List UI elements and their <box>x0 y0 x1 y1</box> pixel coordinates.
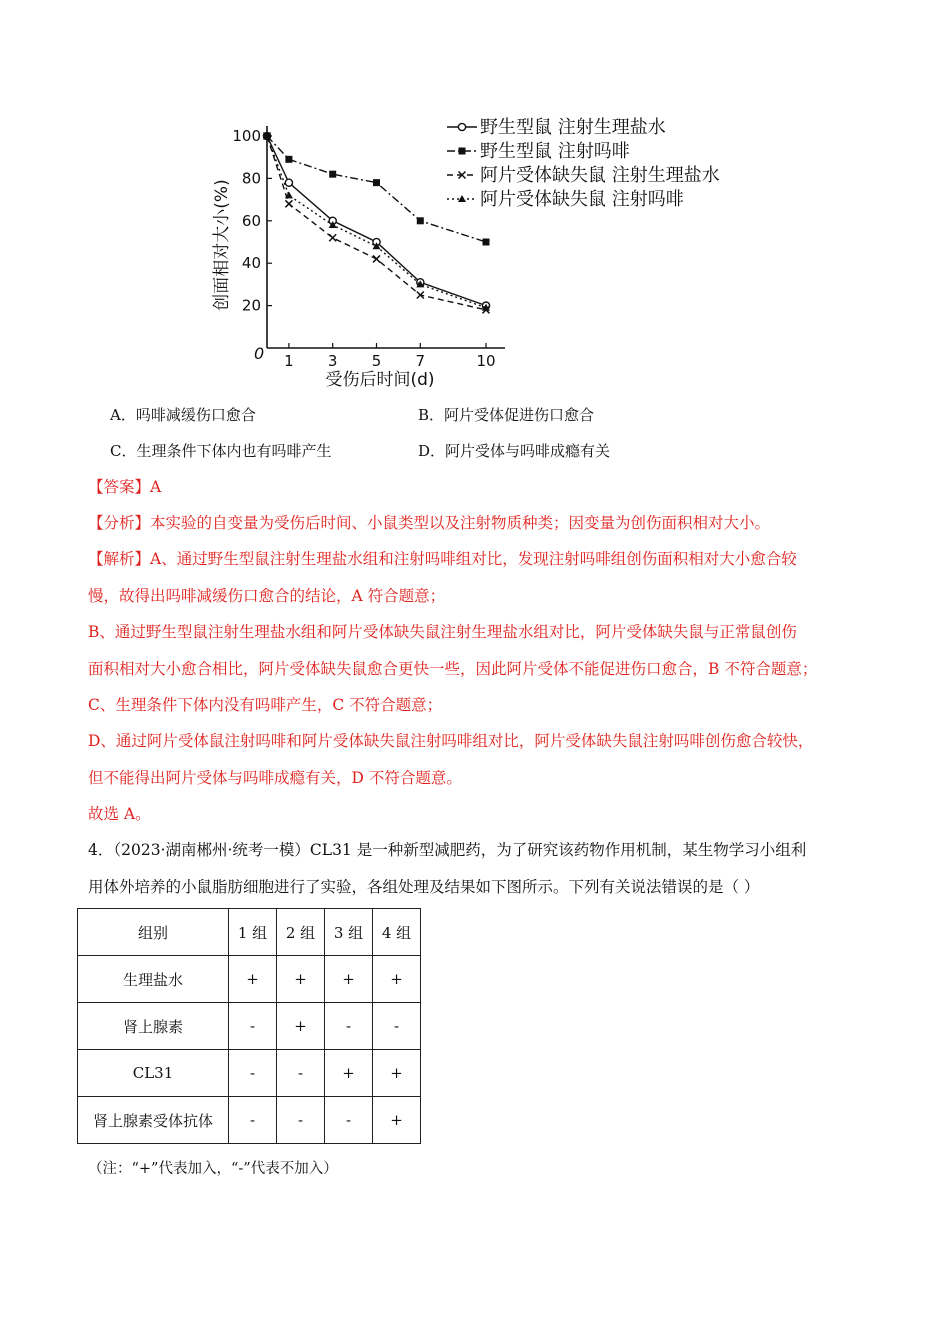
data-point <box>285 179 292 186</box>
y-tick-label: 20 <box>241 296 261 315</box>
table-cell: - <box>277 1097 325 1144</box>
chart-series-layer <box>263 132 490 313</box>
table-cell: 肾上腺素受体抗体 <box>78 1097 229 1144</box>
table-header-cell: 4 组 <box>373 909 421 956</box>
analysis-label: 【分析】 <box>88 514 151 532</box>
data-point <box>458 195 466 202</box>
explanation-label: 【解析】 <box>88 550 151 568</box>
x-tick-label: 7 <box>415 352 426 370</box>
table-cell: + <box>373 956 421 1003</box>
question-4-line-2: 用体外培养的小鼠脂肪细胞进行了实验，各组处理及结果如下图所示。下列有关说法错误的是（ ） <box>88 878 760 896</box>
table-row <box>78 1050 421 1097</box>
table-row <box>78 1003 421 1050</box>
explanation-line-5: C、生理条件下体内没有吗啡产生，C 不符合题意； <box>88 696 443 714</box>
data-point <box>329 171 336 178</box>
table-row <box>78 956 421 1003</box>
legend-entry <box>447 141 630 162</box>
table-cell: - <box>325 1003 373 1050</box>
experiment-table <box>77 908 421 1144</box>
option-d: D．阿片受体与吗啡成瘾有关 <box>418 442 611 460</box>
table-cell: + <box>325 956 373 1003</box>
table-header-cell: 组别 <box>78 909 229 956</box>
x-tick-label: 5 <box>371 352 382 370</box>
conclusion-line: 故选 A。 <box>88 805 151 823</box>
answer-text: A <box>150 478 162 496</box>
explanation-line-1 <box>88 549 797 569</box>
legend-entry <box>447 117 666 138</box>
table-cell: + <box>229 956 277 1003</box>
table-header-cell: 2 组 <box>277 909 325 956</box>
x-tick-label: 1 <box>284 352 294 370</box>
table-cell: - <box>229 1097 277 1144</box>
explanation-line-2: 慢，故得出吗啡减缓伤口愈合的结论，A 符合题意； <box>88 587 446 605</box>
data-point <box>459 148 466 155</box>
chart-legend <box>447 117 720 210</box>
table-cell: + <box>277 956 325 1003</box>
option-c: C．生理条件下体内也有吗啡产生 <box>110 442 332 460</box>
series-3 <box>264 133 490 314</box>
data-point <box>417 217 424 224</box>
table-cell: CL31 <box>78 1050 229 1097</box>
table-cell: - <box>229 1050 277 1097</box>
y-tick-label: 100 <box>232 127 261 145</box>
x-axis-title: 受伤后时间(d) <box>325 370 435 390</box>
table-cell: - <box>229 1003 277 1050</box>
question-4-line-1: 4．（2023·湖南郴州·统考一模）CL31 是一种新型减肥药，为了研究该药物作用机制，某生物学习小组利 <box>88 841 807 859</box>
table-cell: + <box>373 1097 421 1144</box>
legend-label: 野生型鼠 注射生理盐水 <box>480 117 666 138</box>
data-point <box>373 255 380 262</box>
series-4 <box>263 132 490 311</box>
explanation-line-4: 面积相对大小愈合相比，阿片受体缺失鼠愈合更快一些，因此阿片受体不能促进伤口愈合，B 不符合题意； <box>88 660 818 678</box>
table-cell: - <box>325 1097 373 1144</box>
table-cell: + <box>277 1003 325 1050</box>
table-note: （注：“+”代表加入，“-”代表不加入） <box>88 1161 338 1177</box>
data-point <box>329 234 336 241</box>
y-tick-label: 40 <box>241 254 261 273</box>
table-cell: - <box>277 1050 325 1097</box>
x-tick-label: 10 <box>476 352 496 370</box>
legend-label: 野生型鼠 注射吗啡 <box>480 141 630 162</box>
table-cell: + <box>373 1050 421 1097</box>
explanation-text-1: A、通过野生型鼠注射生理盐水组和注射吗啡组对比，发现注射吗啡组创伤面积相对大小愈合较 <box>150 550 797 568</box>
answer-label: 【答案】 <box>88 478 151 496</box>
data-point <box>285 156 292 163</box>
explanation-line-6: D、通过阿片受体鼠注射吗啡和阿片受体缺失鼠注射吗啡组对比，阿片受体缺失鼠注射吗啡创伤愈合较快， <box>88 732 814 750</box>
explanation-line-7: 但不能得出阿片受体与吗啡成瘾有关，D 不符合题意。 <box>88 769 462 787</box>
table-cell: - <box>373 1003 421 1050</box>
x-tick-label: 3 <box>327 352 338 370</box>
series-line <box>267 136 486 308</box>
data-point <box>483 239 490 246</box>
series-line <box>267 136 486 306</box>
table-cell: 肾上腺素 <box>78 1003 229 1050</box>
legend-entry <box>447 165 720 186</box>
table-cell: 生理盐水 <box>78 956 229 1003</box>
y-tick-label: 80 <box>241 169 261 188</box>
option-b: B．阿片受体促进伤口愈合 <box>418 406 595 424</box>
table-row <box>78 1097 421 1144</box>
data-point <box>373 179 380 186</box>
chart-axes <box>232 126 505 370</box>
data-point <box>458 123 465 130</box>
legend-entry <box>447 189 684 210</box>
analysis-line <box>88 513 770 533</box>
table-header-cell: 3 组 <box>325 909 373 956</box>
table-header-cell: 1 组 <box>229 909 277 956</box>
table-cell: + <box>325 1050 373 1097</box>
wound-size-line-chart <box>205 110 765 400</box>
answer-line <box>88 477 161 497</box>
series-line <box>267 136 486 310</box>
y-tick-label: 60 <box>241 211 261 230</box>
y-axis-title: 创面相对大小(%) <box>212 179 232 311</box>
explanation-line-3: B、通过野生型鼠注射生理盐水组和阿片受体缺失鼠注射生理盐水组对比，阿片受体缺失鼠与正常鼠创伤 <box>88 623 797 641</box>
option-a: A．吗啡减缓伤口愈合 <box>110 406 256 424</box>
series-line <box>267 136 486 242</box>
series-1 <box>263 132 489 309</box>
table-header-row <box>78 909 421 956</box>
data-point <box>285 200 292 207</box>
legend-label: 阿片受体缺失鼠 注射吗啡 <box>480 189 684 210</box>
origin-label: 0 <box>254 344 265 363</box>
series-2 <box>264 133 490 246</box>
legend-label: 阿片受体缺失鼠 注射生理盐水 <box>480 165 720 186</box>
analysis-text: 本实验的自变量为受伤后时间、小鼠类型以及注射物质种类；因变量为创伤面积相对大小。 <box>150 514 771 532</box>
